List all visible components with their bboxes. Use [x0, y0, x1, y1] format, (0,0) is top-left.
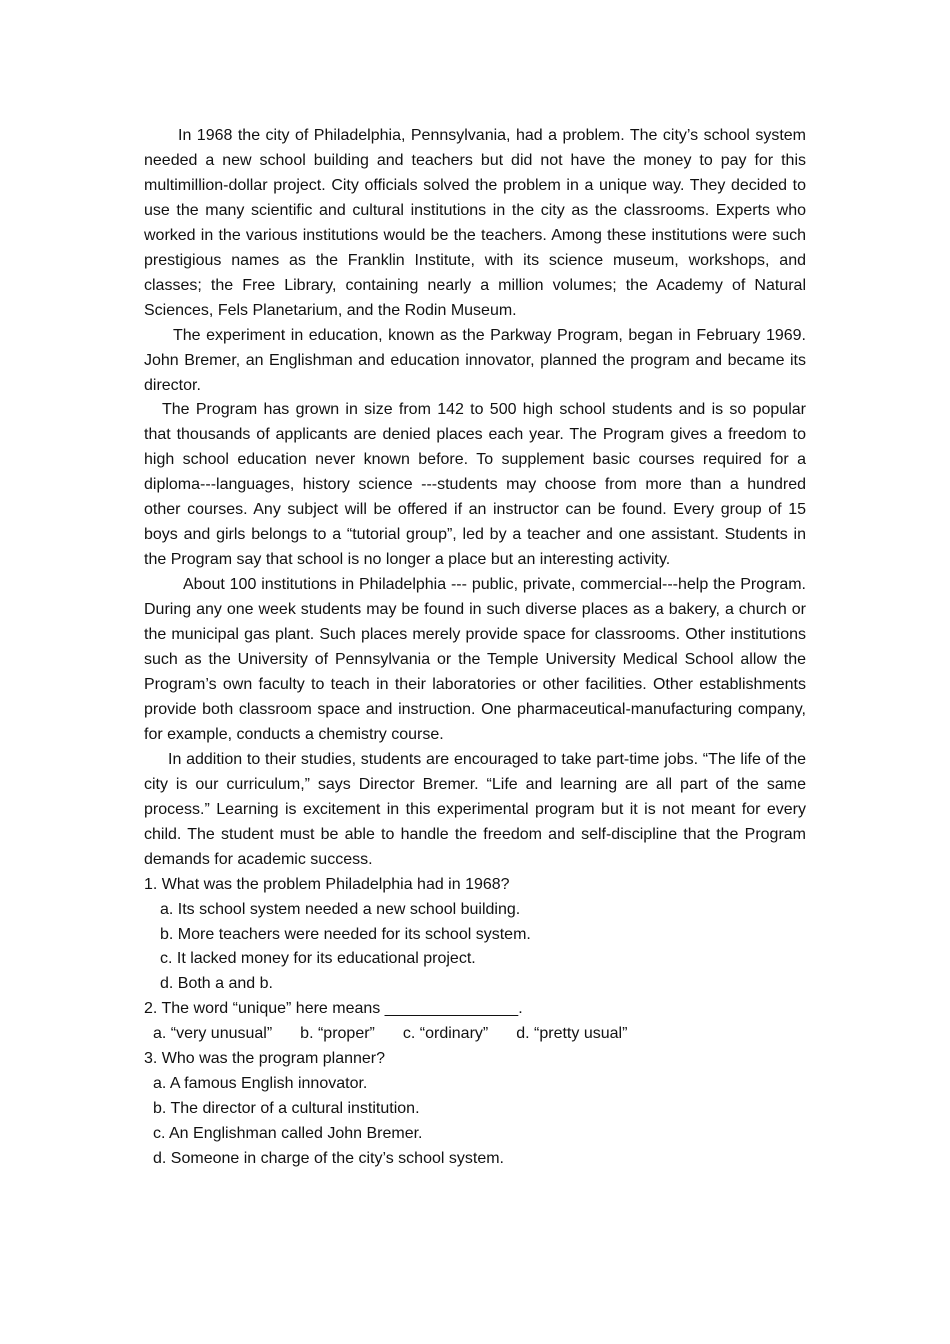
question-1-option-d: d. Both a and b.: [160, 975, 273, 993]
question-3-option-a: a. A famous English innovator.: [153, 1075, 368, 1093]
question-3-option-d: d. Someone in charge of the city’s school system.: [153, 1150, 504, 1168]
question-2-option-c: c. “ordinary”: [402, 1025, 489, 1043]
passage-paragraph-5: In addition to their studies, students are encouraged to take part-time jobs. “The life of the city is our curriculum,” says Director Bremer. “Life and learning are all part of the same process.” Learning is excitement in this experimental program but it is not meant for every child. The student must be able to handle the freedom and self-discipline that the Program demands for academic success.: [144, 750, 806, 868]
passage-paragraph-1: In 1968 the city of Philadelphia, Pennsylvania, had a problem. The city’s school system needed a new school building and teachers but did not have the money to pay for this multimillion-dollar project. City officials solved the problem in a unique way. They decided to use the many scientific and cultural institutions in the city as the classrooms. Experts who worked in the various institutions would be the teachers. Among these institutions were such prestigious names as the Franklin Institute, with its science museum, workshops, and classes; the Free Library, containing nearly a million volumes; the Academy of Natural Sciences, Fels Planetarium, and the Rodin Museum.: [144, 127, 806, 319]
question-2-option-d: d. “pretty usual”: [516, 1025, 628, 1043]
question-2: [144, 997, 806, 1047]
question-1-option-c: c. It lacked money for its educational project.: [160, 950, 476, 968]
question-3-option-c: c. An Englishman called John Bremer.: [153, 1125, 423, 1143]
question-2-option-a: a. “very unusual”: [153, 1025, 273, 1043]
passage-paragraph-4: About 100 institutions in Philadelphia --- public, private, commercial---help the Program. During any one week students may be found in such diverse places as a bakery, a church or the municipal gas plant. Such places merely provide space for classrooms. Other institutions such as the University of Pennsylvania or the Temple University Medical School allow the Program’s own faculty to teach in their laboratories or other facilities. Other establishments provide both classroom space and instruction. One pharmaceutical-manufacturing company, for example, conducts a chemistry course.: [144, 576, 806, 743]
question-2-options-row: [144, 1022, 806, 1047]
passage-paragraph-3: The Program has grown in size from 142 to 500 high school students and is so popular that thousands of applicants are denied places each year. The Program gives a freedom to high school education never known before. To supplement basic courses required for a diploma---languages, history science ---students may choose from more than a hundred other courses. Any subject will be offered if an instructor can be found. Every group of 15 boys and girls belongs to a “tutorial group”, led by a teacher and one assistant. Students in the Program say that school is no longer a place but an interesting activity.: [144, 401, 806, 569]
document-page: [144, 124, 806, 1172]
question-2-stem: 2. The word “unique” here means _______________.: [144, 1000, 523, 1018]
question-1-option-a: a. Its school system needed a new school building.: [160, 900, 521, 918]
question-3-option-b: b. The director of a cultural institution.: [153, 1100, 420, 1118]
question-1-stem: 1. What was the problem Philadelphia had in 1968?: [144, 875, 510, 893]
question-1: [144, 873, 806, 998]
question-2-option-b: b. “proper”: [300, 1025, 375, 1043]
passage-paragraph-2: The experiment in education, known as the Parkway Program, began in February 1969. John Bremer, an Englishman and education innovator, planned the program and became its director.: [144, 326, 806, 394]
question-3: [144, 1047, 806, 1172]
question-3-stem: 3. Who was the program planner?: [144, 1050, 386, 1068]
question-1-option-b: b. More teachers were needed for its school system.: [160, 925, 531, 943]
